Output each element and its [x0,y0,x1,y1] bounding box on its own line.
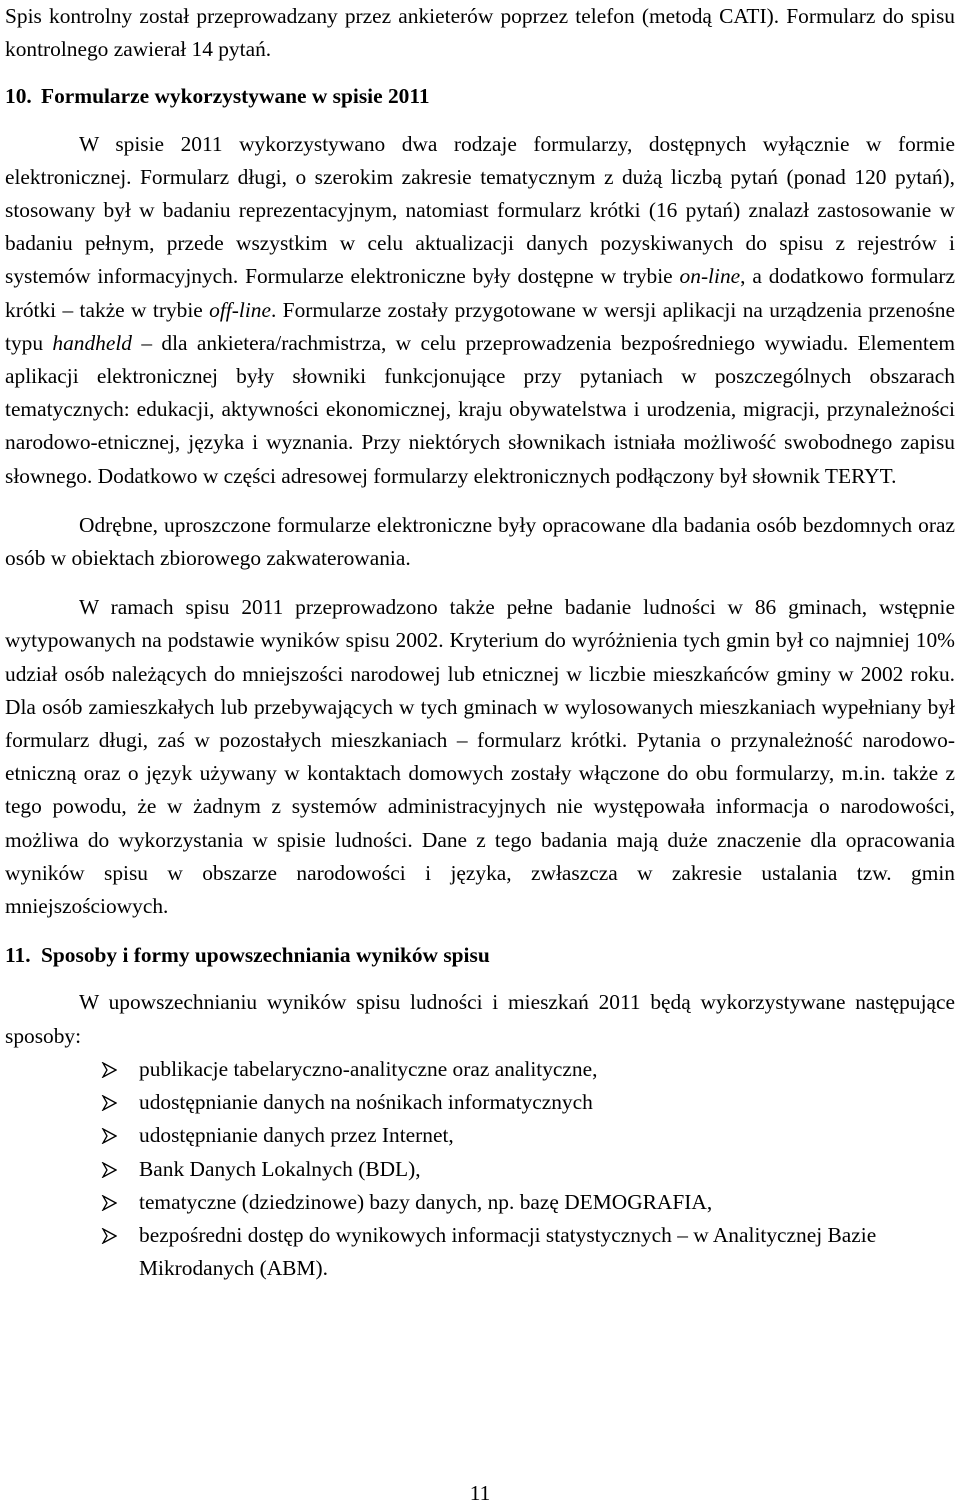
list-item [5,1086,955,1119]
list-item [5,1186,955,1219]
paragraph-text: W spisie 2011 wykorzystywano dwa rodzaje formularzy, dostępnych wyłącznie w formie elektronicznej. Formularz długi, o szerokim zakresie tematycznym z dużą liczbą pytań (ponad 120 pytań), stosowany był w badaniu reprezentacyjnym, natomiast formularz krótki (16 pytań) znalazł zastosowanie w badaniu pełnym, przede wszystkim w celu aktualizacji danych pozyskiwanych do spisu z rejestrów i systemów informacyjnych. Formularze elektroniczne były dostępne w trybie [5,131,955,289]
section-11-paragraph-1: W upowszechnianiu wyników spisu ludności i mieszkań 2011 będą wykorzystywane następujące sposoby: [5,990,955,1048]
term-on-line: on-line [679,264,741,289]
list-item-text: bezpośredni dostęp do wynikowych informacji statystycznych – w Analitycznej Bazie Mikrodanych (ABM). [139,1222,877,1281]
section-11-number: 11. [5,943,31,968]
list-item-text: Bank Danych Lokalnych (BDL), [139,1156,421,1181]
paragraph-text: , a dodatkowo formularz krótki – także w trybie [5,264,955,322]
arrow-bullet-icon [101,1062,117,1078]
list-item-text: udostępnianie danych na nośnikach informatycznych [139,1090,593,1115]
arrow-bullet-icon [101,1162,117,1178]
section-11-title: Sposoby i formy upowszechniania wyników spisu [41,943,490,968]
term-off-line: off-line [209,297,271,322]
arrow-bullet-icon [101,1195,117,1211]
list-item [5,1053,955,1086]
list-item-text: publikacje tabelaryczno-analityczne oraz analityczne, [139,1056,598,1081]
list-item-text: tematyczne (dziedzinowe) bazy danych, np. bazę DEMOGRAFIA, [139,1189,713,1214]
section-10-paragraph-1 [5,128,955,493]
arrow-bullet-icon [101,1128,117,1144]
list-item [5,1219,955,1285]
list-item-text: udostępnianie danych przez Internet, [139,1123,454,1148]
section-10-title: Formularze wykorzystywane w spisie 2011 [41,84,430,109]
arrow-bullet-icon [101,1228,117,1244]
term-handheld: handheld [52,330,132,355]
list-item [5,1119,955,1152]
document-page [5,0,955,1285]
section-11-heading [5,939,955,972]
section-10-number: 10. [5,84,32,109]
intro-paragraph: Spis kontrolny został przeprowadzany przez ankieterów poprzez telefon (metodą CATI). Formularz do spisu kontrolnego zawierał 14 pytań. [5,4,955,62]
section-10-heading [5,80,955,113]
section-10-paragraph-3: W ramach spisu 2011 przeprowadzono także pełne badanie ludności w 86 gminach, wstępnie wytypowanych na podstawie wyników spisu 2002. Kryterium do wyróżnienia tych gmin był co najmniej 10% udział osób należących do mniejszości narodowej lub etnicznej w liczbie mieszkańców gminy w 2002 roku. Dla osób zamieszkałych lub przebywających w tych gminach w wylosowanych mieszkaniach wypełniany był formularz długi, zaś w pozostałych mieszkaniach – formularz krótki. Pytania o przynależność narodowo-etniczną oraz o język używany w kontaktach domowych zostały włączone do obu formularzy, m.in. także z tego powodu, że w żadnym z systemów administracyjnych nie występowała informacja o narodowości, możliwa do wykorzystania w spisie ludności. Dane z tego badania mają duże znaczenie dla opracowania wyników spisu w obszarze narodowości i języka, zwłaszcza w zakresie ustalania tzw. gmin mniejszościowych. [5,595,955,919]
arrow-bullet-icon [101,1095,117,1111]
paragraph-text: . Formularze zostały przygotowane w wersji aplikacji na urządzenia przenośne typu [5,297,955,355]
list-item [5,1153,955,1186]
page-number: 11 [469,1481,491,1505]
section-10-paragraph-2: Odrębne, uproszczone formularze elektroniczne były opracowane dla badania osób bezdomnych oraz osób w obiektach zbiorowego zakwaterowania. [5,512,955,571]
paragraph-text: – dla ankietera/rachmistrza, w celu przeprowadzenia bezpośredniego wywiadu. Elementem aplikacji elektronicznej były słowniki funkcjonujące przy pytaniach w poszczególnych obszarach tematycznych: edukacji, aktywności ekonomicznej, kraju obywatelstwa i urodzenia, migracji, przynależności narodowo-etnicznej, języka i wyznania. Przy niektórych słownikach istniała możliwość swobodnego zapisu słownego. Dodatkowo w części adresowej formularzy elektronicznych podłączony był słownik TERYT. [5,330,955,488]
methods-bullet-list [5,1053,955,1285]
